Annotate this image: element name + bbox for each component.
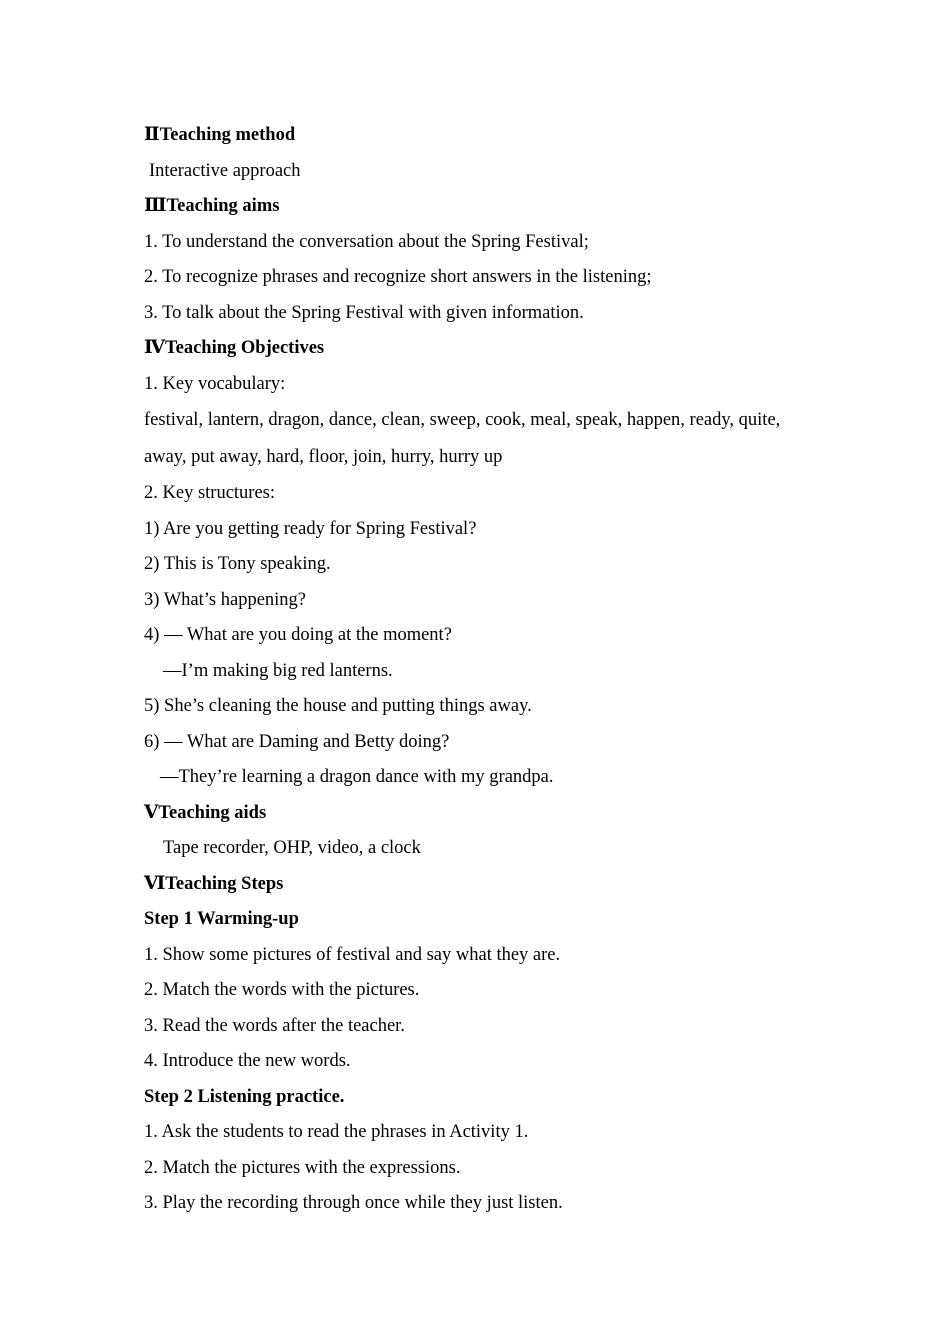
structure-item: 5) She’s cleaning the house and putting things away. — [144, 696, 532, 716]
step2-item: 2. Match the pictures with the expressions. — [144, 1157, 461, 1178]
step1-item: 2. Match the words with the pictures. — [144, 980, 420, 1000]
aim-item: 2. To recognize phrases and recognize short answers in the listening; — [144, 267, 652, 287]
structure-item: 2) This is Tony speaking. — [144, 554, 331, 574]
structure-item: 1) Are you getting ready for Spring Festival? — [144, 518, 477, 539]
heading-teaching-objectives: ⅣTeaching Objectives — [144, 338, 325, 358]
vocab-text: festival, lantern, dragon, dance, clean, sweep, cook, meal, speak, happen, ready, quite, away, put away, hard, floor, join, hurry, hurry up — [144, 410, 781, 467]
step1-item: 4. Introduce the new words. — [144, 1051, 351, 1071]
heading-teaching-aims: ⅢTeaching aims — [144, 196, 280, 216]
heading-teaching-method: ⅡTeaching method — [144, 125, 296, 145]
structure-item: 4) — What are you doing at the moment? — [144, 625, 452, 645]
aim-item: 1. To understand the conversation about the Spring Festival; — [144, 231, 589, 252]
aim-item: 3. To talk about the Spring Festival with given information. — [144, 302, 584, 323]
structure-item: 3) What’s happening? — [144, 589, 307, 610]
step1-title: Step 1 Warming-up — [144, 909, 299, 929]
heading-teaching-steps: ⅥTeaching Steps — [144, 873, 284, 894]
structure-answer: —They’re learning a dragon dance with my grandpa. — [160, 767, 554, 787]
structures-label: 2. Key structures: — [144, 483, 276, 503]
step1-item: 1. Show some pictures of festival and say what they are. — [144, 944, 561, 965]
step2-item: 3. Play the recording through once while they just listen. — [144, 1193, 563, 1213]
document-page — [144, 118, 824, 1222]
step2-item: 1. Ask the students to read the phrases in Activity 1. — [144, 1122, 529, 1142]
step2-title: Step 2 Listening practice. — [144, 1086, 345, 1107]
method-text: Interactive approach — [149, 160, 301, 181]
aids-text: Tape recorder, OHP, video, a clock — [163, 838, 421, 858]
step1-item: 3. Read the words after the teacher. — [144, 1015, 405, 1036]
vocab-label: 1. Key vocabulary: — [144, 373, 286, 394]
structure-answer: —I’m making big red lanterns. — [163, 660, 393, 681]
structure-item: 6) — What are Daming and Betty doing? — [144, 731, 450, 752]
heading-teaching-aids: ⅤTeaching aids — [144, 802, 267, 823]
